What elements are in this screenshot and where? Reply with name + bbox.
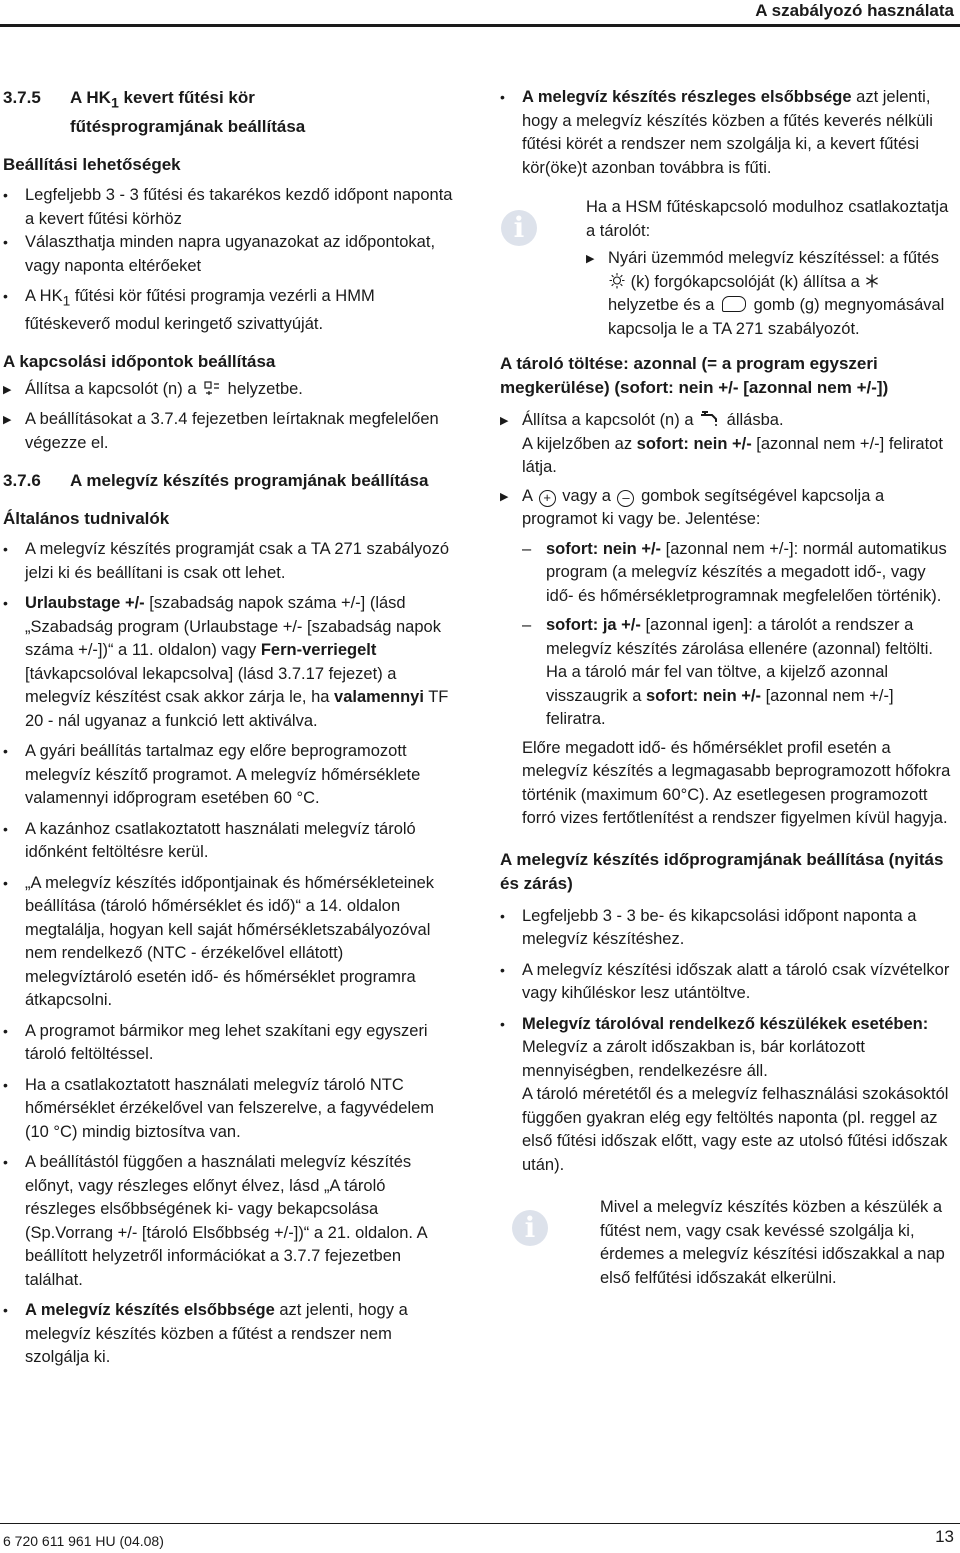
text-part: Melegvíz a zárolt időszakban is, bár korlátozott mennyiségben, rendelkezésre áll.	[522, 1038, 865, 1080]
section-number: 3.7.6	[3, 471, 41, 491]
header-bar	[0, 0, 960, 27]
subscript: 1	[110, 95, 119, 112]
dash-bullet: –	[522, 539, 532, 558]
list-item	[3, 1299, 453, 1370]
bullet: •	[3, 743, 8, 760]
list-item	[3, 1151, 453, 1292]
bullet: •	[3, 1022, 8, 1039]
text-part: Állítsa a kapcsolót (n) a	[25, 379, 202, 398]
bullet: •	[500, 907, 505, 924]
text-part: A	[522, 486, 537, 505]
arrow-bullet-icon: ▶	[3, 414, 12, 427]
text-part: A kijelzőben az	[522, 434, 637, 453]
bullet: •	[3, 541, 8, 558]
arrow-bullet-icon: ▶	[500, 490, 509, 503]
bullet: •	[3, 1154, 8, 1171]
action-text: A beállításokat a 3.7.4 fejezetben leírtaknak megfelelően végezze el.	[25, 410, 439, 452]
bullet: •	[3, 595, 8, 612]
bullet: •	[500, 1015, 505, 1032]
text-part: vagy a	[557, 486, 616, 505]
info-note-intro: Ha a HSM fűtéskapcsoló modulhoz csatlakoztatja a tárolót:	[586, 198, 949, 240]
section-number: 3.7.5	[3, 88, 41, 107]
section-title-part: A HK	[70, 88, 111, 107]
bullet: •	[3, 288, 8, 305]
text-part: Nyári üzemmód melegvíz készítéssel: a fűtés	[608, 249, 940, 267]
bold-term: Fern-verriegelt	[260, 641, 377, 660]
text-part: azt jelenti, hogy a melegvíz készítés közben a fűtés keverés nélküli fűtési körét a rendszer nem szolgálja ki, a kevert fűtési kör(öke)t azonban továbbra is fűti.	[522, 88, 933, 177]
action-item	[500, 485, 955, 532]
footer-divider	[0, 1523, 960, 1524]
text-part: gombok segítségével kapcsolja a programot ki vagy be. Jelentése:	[522, 486, 885, 528]
document-code: 6 720 611 961 HU (04.08)	[3, 1533, 164, 1549]
switching-times-heading: A kapcsolási időpontok beállítása	[3, 351, 276, 371]
section-title	[70, 86, 305, 138]
list-item	[500, 86, 955, 180]
text-part: [szabadság napok száma +/-] (lásd „Szabadság program (Urlaubstage +/- [szabadság napok száma +/-])“ a 11. oldalon) vagy	[25, 594, 441, 660]
left-column	[3, 86, 453, 1370]
info-note-text: Mivel a melegvíz készítés közben a készülék a fűtést nem, vagy csak kevéssé szolgálja ki, érdemes a melegvíz készítési időszakkal a nap első felfűtési időszakát elkerülni.	[600, 1198, 945, 1287]
arrow-bullet-icon: ▶	[500, 415, 509, 427]
dash-bullet: –	[522, 616, 532, 634]
action-text	[608, 247, 955, 341]
info-icon-wrap	[500, 196, 586, 341]
list-item-text	[25, 1299, 453, 1370]
list-item-text: Legfeljebb 3 - 3 fűtési és takarékos kezdő időpont naponta a kevert fűtési körhöz	[25, 186, 453, 228]
text-part: A HK	[25, 287, 63, 306]
bullet: •	[500, 961, 505, 978]
list-item-text: A programot bármikor meg lehet szakítani egy egyszeri tároló feltöltéssel.	[25, 1021, 428, 1064]
bullet: •	[3, 820, 8, 837]
bold-term: sofort: nein +/-	[645, 686, 761, 705]
text-part: fűtési kör fűtési programja vezérli a HMM fűtéskeverő modul keringető szivattyúját.	[25, 287, 375, 334]
list-item	[3, 184, 453, 231]
list-item-text: A melegvíz készítési időszak alatt a tároló csak vízvételkor vagy kihűléskor lesz utántöltve.	[522, 960, 950, 1002]
bullet: •	[3, 234, 8, 251]
bold-term: Melegvíz tárolóval rendelkező készülékek esetében:	[522, 1014, 929, 1033]
heating-program-icon	[201, 379, 223, 396]
list-item-text	[25, 285, 453, 336]
arrow-bullet-icon: ▶	[586, 253, 595, 265]
bullet: •	[3, 1302, 8, 1319]
snowflake-icon	[864, 273, 880, 289]
section-title: A melegvíz készítés programjának beállítása	[70, 471, 429, 491]
display-button-icon	[722, 296, 746, 312]
list-item	[500, 959, 955, 1006]
text-part: [azonnal nem +/-] feliratot látja.	[522, 434, 943, 476]
action-text	[522, 485, 955, 532]
action-text	[25, 378, 303, 403]
dash-item	[522, 538, 955, 609]
settings-options-heading: Beállítási lehetőségek	[3, 155, 181, 175]
list-item	[3, 740, 453, 811]
text-part: [azonnal nem +/-] feliratra.	[546, 686, 894, 728]
bullet: •	[3, 187, 8, 204]
dash-item	[522, 614, 955, 732]
right-column	[500, 86, 955, 1290]
info-note-hsm	[500, 196, 955, 341]
list-item-text	[25, 592, 453, 733]
text-part: Állítsa a kapcsolót (n) a	[522, 411, 699, 429]
tap-icon	[698, 411, 722, 427]
text-part: helyzetbe és a	[608, 296, 719, 314]
plus-button-icon: +	[539, 490, 556, 507]
list-item	[500, 905, 955, 952]
text-part: állásba.	[722, 411, 784, 429]
list-item-text: A kazánhoz csatlakoztatott használati melegvíz tároló időnként feltöltésre kerül.	[25, 819, 416, 862]
text-part: azt jelenti, hogy a melegvíz készítés közben a fűtést a rendszer nem szolgálja ki.	[25, 1301, 408, 1367]
text-part: [azonnal nem +/-]: normál automatikus program (a melegvíz készítés a megadott idő-, vagy idő- és hőmérsékletprogramnak megfelelően történik).	[546, 539, 947, 605]
list-item-text	[522, 86, 955, 180]
list-item-text: Legfeljebb 3 - 3 be- és kikapcsolási időpont naponta a melegvíz készítéshez.	[522, 906, 917, 948]
sun-icon	[608, 272, 626, 289]
action-text	[522, 409, 955, 480]
bold-term: sofort: nein +/-	[546, 539, 662, 558]
dash-item-text	[546, 614, 955, 732]
bold-term: sofort: nein +/-	[636, 434, 752, 453]
bold-term: Urlaubstage +/-	[25, 594, 145, 613]
list-item	[3, 231, 453, 278]
list-item-text	[522, 1013, 955, 1178]
list-item-text: Választhatja minden napra ugyanazokat az időpontokat, vagy naponta eltérőeket	[25, 233, 436, 275]
info-note-body	[586, 196, 955, 341]
section-3-7-6-heading	[3, 469, 453, 492]
list-item	[3, 1020, 453, 1067]
meaning-list	[500, 538, 955, 831]
list-item-text: A gyári beállítás tartalmaz egy előre beprogramozott melegvíz készítő programot. A melegvíz hőmérséklete valamennyi időprogram esetében 60 °C.	[25, 742, 421, 808]
dash-item-text	[546, 538, 955, 609]
general-info-heading: Általános tudnivalók	[3, 509, 170, 529]
list-item	[3, 285, 453, 336]
section-title-line2: fűtésprogramjának beállítása	[70, 117, 306, 137]
arrow-bullet-icon: ▶	[3, 383, 12, 396]
text-part: A tároló méretétől és a melegvíz felhasználási szokásoktól függően gyakran elég egy feltöltés naponta (pl. reggel az első fűtési időszak előtt, vagy este az utolsó fűtési időszak után).	[522, 1085, 949, 1174]
page-number: 13	[935, 1527, 954, 1546]
bullet: •	[3, 1076, 8, 1093]
bold-term: A melegvíz készítés részleges elsőbbsége	[522, 88, 852, 106]
text-part: [távkapcsolóval lekapcsolva] (lásd 3.7.17 fejezet) a melegvíz készítést csak akkor zárja le, ha	[25, 664, 397, 707]
action-item	[586, 247, 955, 341]
text-part: helyzetbe.	[223, 379, 303, 398]
minus-button-icon: –	[617, 490, 634, 507]
page-header-title: A szabályozó használata	[755, 1, 954, 20]
section-title-part: kevert fűtési kör	[118, 88, 255, 107]
text-part: TF 20 - nál ugyanaz a funkció lett aktiválva.	[25, 688, 449, 730]
list-item	[3, 818, 453, 865]
dhw-timeprogram-heading: A melegvíz készítés időprogramjának beállítása (nyitás és zárás)	[500, 849, 944, 893]
list-item	[3, 592, 453, 733]
text-part: (k) forgókapcsolóját (k) állítsa a	[626, 272, 865, 291]
list-item-text: Ha a csatlakoztatott használati melegvíz tároló NTC hőmérséklet érzékelővel van felszerelve, a fagyvédelem (10 °C) mindig biztosítva van.	[25, 1075, 435, 1141]
list-item	[3, 538, 453, 585]
info-icon: i	[501, 210, 537, 246]
list-item	[3, 872, 453, 1013]
list-item	[500, 1013, 955, 1178]
section-3-7-5-heading	[3, 86, 453, 138]
list-item-text: A melegvíz készítés programját csak a TA 271 szabályozó jelzi ki és beállítani is csak ott lehet.	[25, 540, 450, 582]
action-item	[3, 408, 453, 455]
info-icon: i	[512, 1210, 548, 1246]
info-note-heating-period	[500, 1196, 955, 1290]
bold-term: A melegvíz készítés elsőbbsége	[25, 1301, 275, 1320]
profile-paragraph: Előre megadott idő- és hőmérséklet profil esetén a melegvíz készítés a legmagasabb beprogramozott hőfokra történik (maximum 60°C). Az esetlegesen programozott forró vizes fertőtlenítést a rendszer figyelmen kívül hagyja.	[522, 738, 951, 827]
tank-charging-heading: A tároló töltése: azonnal (= a program egyszeri megkerülése) (sofort: nein +/- [azonnal nem +/-])	[500, 354, 889, 397]
bold-term: valamennyi	[334, 688, 424, 707]
text-part: [azonnal igen]: a tárolót a rendszer a melegvíz készítés zárolása ellenére (azonnal) feltölti. Ha a tároló már fel van töltve, a kijelző azonnal visszaugrik a	[546, 616, 934, 705]
list-item	[3, 1074, 453, 1145]
list-item-text: „A melegvíz készítés időpontjainak és hőmérsékleteinek beállítása (tároló hőmérséklet és idő)“ a 14. oldalon megtalálja, hogyan kell saját hőmérsékletszabályozóval nem rendelkező (NTC - érzékelővel ellátott) melegvíztároló esetén idő- és hőmérséklet programra átkapcsolni.	[25, 873, 435, 1010]
bullet: •	[500, 89, 505, 105]
text-part: gomb (g) megnyomásával kapcsolja le a TA 271 szabályozót.	[608, 296, 945, 338]
list-item-text: A beállítástól függően a használati melegvíz készítés előnyt, vagy részleges előnyt élvez, lásd „A tároló részleges elsőbbségének ki- vagy bekapcsolása (Sp.Vorrang +/- [tároló Elsőbbség +/-])“ a 21. oldalon. A beállított helyzetről információkat a 3.7.7 fejezetben találhat.	[25, 1153, 427, 1289]
action-item	[3, 378, 453, 403]
bullet: •	[3, 874, 8, 891]
info-icon-wrap	[500, 1196, 600, 1290]
action-item	[500, 409, 955, 480]
bold-term: sofort: ja +/-	[546, 616, 641, 634]
subscript: 1	[62, 293, 71, 309]
